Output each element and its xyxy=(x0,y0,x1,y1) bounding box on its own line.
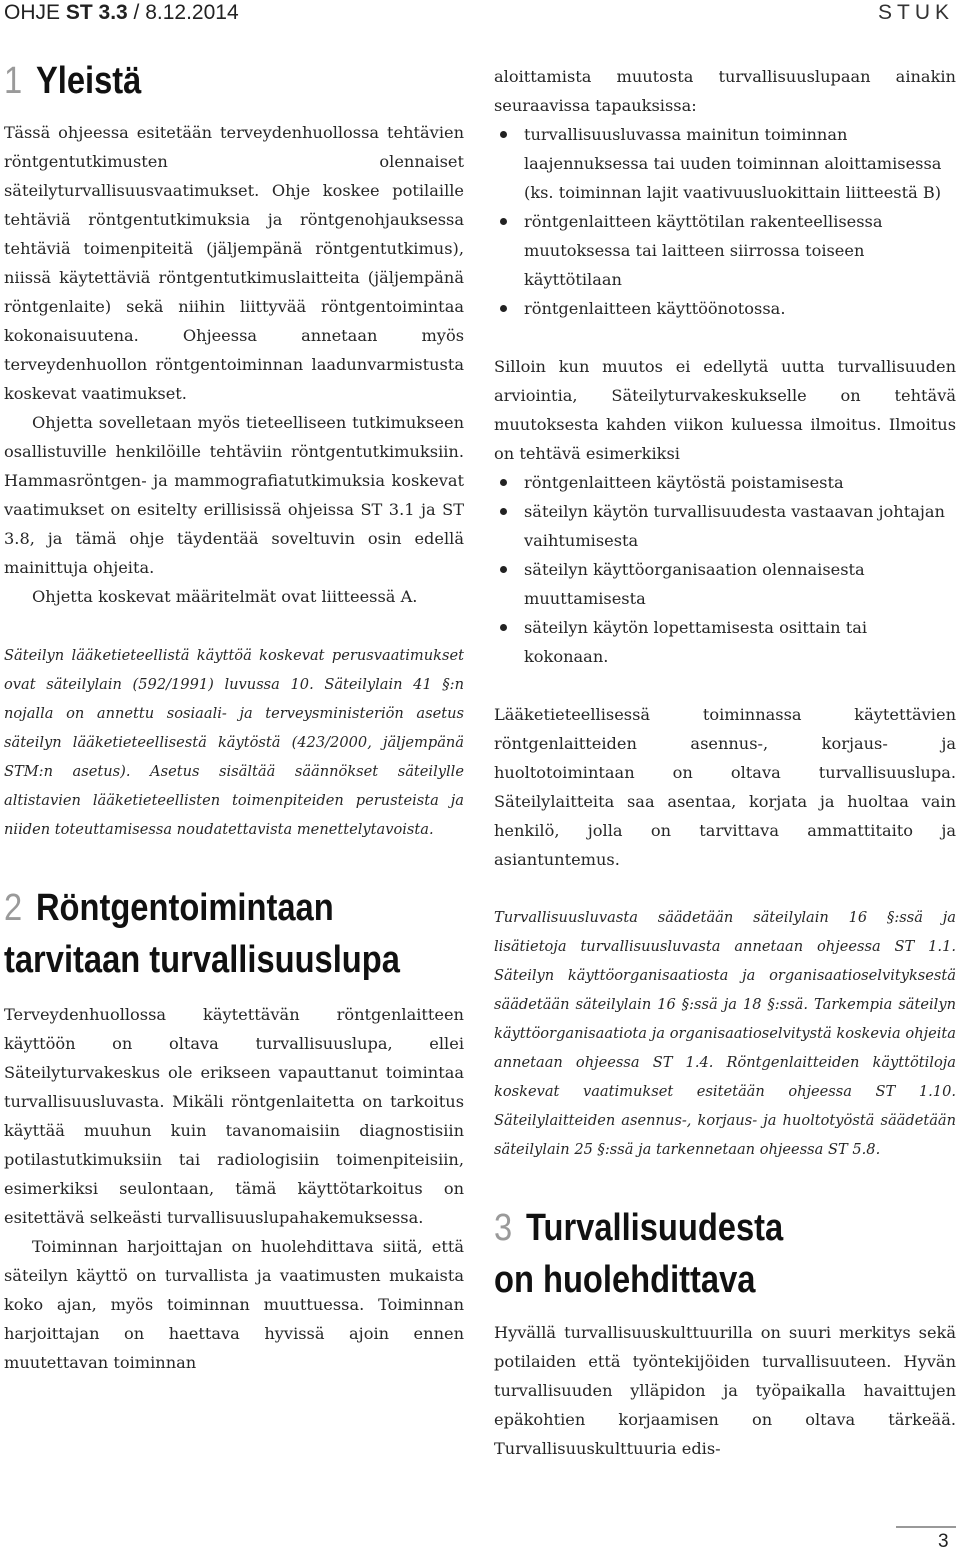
section-1-heading xyxy=(4,56,400,106)
section-1-title: Yleistä xyxy=(35,60,142,102)
section-2-paragraph-5: Lääketieteellisessä toiminnassa käytettävien röntgenlaitteiden asennus-, korjaus- ja huoltotoimintaan on oltava turvallisuuslupa. Säteilylaitteita saa asentaa, korjata ja huoltaa vain henkilö, jolla on tarvittava ammattitaito ja asiantuntemus. xyxy=(494,705,956,869)
page-number: 3 xyxy=(938,1531,949,1552)
document-id xyxy=(4,0,239,26)
section-1-paragraph-3: Ohjetta koskevat määritelmät ovat liitteessä A. xyxy=(32,587,418,606)
list-item: röntgenlaitteen käyttöönotossa. xyxy=(494,294,956,323)
section-3-paragraph-1: Hyvällä turvallisuuskulttuurilla on suuri merkitys sekä potilaiden että työntekijöiden turvallisuuteen. Hyvän turvallisuuden ylläpidon ja työpaikalla havaittujen epäkohtien korjaamisen on oltava tärkeää. Turvallisuuskulttuuria edis- xyxy=(494,1323,956,1458)
section-3-title-line-1: Turvallisuudesta xyxy=(525,1207,784,1249)
list-item: säteilyn käyttöorganisaation olennaisesta muuttamisesta xyxy=(494,555,956,613)
doc-code: ST 3.3 xyxy=(65,1,128,24)
section-1-number: 1 xyxy=(4,60,23,102)
section-2-paragraph-2: Toiminnan harjoittajan on huolehdittava siitä, että säteilyn käyttö on turvallista ja vaatimusten mukaista koko ajan, myös toiminnan muuttuessa. Toiminnan harjoittajan on haettava hyvissä ajoin ennen muutettavan toiminnan xyxy=(4,1237,464,1372)
section-1-paragraph-2: Ohjetta sovelletaan myös tieteelliseen tutkimukseen osallistuville henkilöille tehtäviin röntgentutkimuksiin. Hammasröntgen- ja mammografiatutkimuksia koskevat vaatimukset on esitelty erillisissä ohjeissa ST 3.1 ja ST 3.8, ja tämä ohje täydentää soveltuvin osin edellä mainittuja ohjeita. xyxy=(4,413,464,577)
list-item: säteilyn käytön turvallisuudesta vastaavan johtajan vaihtumisesta xyxy=(494,497,956,555)
section-2-title-line-1: Röntgentoimintaan xyxy=(35,887,334,929)
list-item: turvallisuusluvassa mainitun toiminnan laajennuksessa tai uuden toiminnan aloittamisessa (ks. toiminnan lajit vaativuusluokittain liitteestä B) xyxy=(494,120,956,207)
notification-cases-list xyxy=(494,468,956,671)
section-1-legal-note: Säteilyn lääketieteellistä käyttöä koskevat perusvaatimukset ovat säteilylain (592/1991) luvussa 10. Säteilylain 41 §:n nojalla on annettu sosiaali- ja terveysministeriön asetus säteilyn lääketieteellisestä käytöstä (423/2000, jäljempänä STM:n asetus). Asetus sisältää säännökset säteilylle altistavien lääketieteellisten toimenpiteiden perusteista ja niiden toteuttamisessa noudatettavista menettelytavoista. xyxy=(4,647,464,838)
doc-prefix: OHJE xyxy=(4,1,66,24)
section-2-heading xyxy=(4,882,400,986)
change-cases-list xyxy=(494,120,956,323)
list-item: säteilyn käytön lopettamisesta osittain tai kokonaan. xyxy=(494,613,956,671)
section-2-legal-note: Turvallisuusluvasta säädetään säteilylain 16 §:ssä ja lisätietoja turvallisuusluvasta annetaan ohjeessa ST 1.1. Säteilyn käyttöorganisaatiosta ja organisaatioselvityksestä säädetään säteilylain 16 §:ssä ja 18 §:ssä. Tarkempia säteilyn käyttöorganisaatiota ja organisaatioselvitystä koskevia ohjeita annetaan ohjeessa ST 1.4. Röntgenlaitteiden käyttötiloja koskevat vaatimukset esitetään ohjeessa ST 1.10. Säteilylaitteiden asennus-, korjaus- ja huoltotyöstä säädetään säteilylain 25 §:ssä ja tarkennetaan ohjeessa ST 5.8. xyxy=(494,909,956,1158)
section-3-number: 3 xyxy=(494,1207,513,1249)
left-column xyxy=(4,56,464,1377)
list-item: röntgenlaitteen käytöstä poistamisesta xyxy=(494,468,956,497)
section-1-paragraph-1: Tässä ohjeessa esitetään terveydenhuollossa tehtävien röntgentutkimusten olennaiset säteilyturvallisuusvaatimukset. Ohje koskee potilaille tehtäviä röntgentutkimuksia ja röntgenohjauksessa tehtäviä toimenpiteitä (jäljempänä röntgentutkimus), niissä käytettäviä röntgentutkimuslaitteita (jäljempänä röntgenlaite) sekä niihin liittyvää röntgentoimintaa kokonaisuutena. Ohjeessa annetaan myös terveydenhuollon röntgentoiminnan laadunvarmistusta koskevat vaatimukset. xyxy=(4,123,464,403)
section-3-title-line-2: on huolehdittava xyxy=(494,1259,756,1301)
section-3-heading xyxy=(494,1202,891,1306)
page-number-rule xyxy=(896,1526,956,1528)
org-name: STUK xyxy=(877,1,954,24)
list-item: röntgenlaitteen käyttötilan rakenteellisessa muutoksessa tai laitteen siirrossa toiseen käyttötilaan xyxy=(494,207,956,294)
right-column xyxy=(494,62,956,1463)
page-header xyxy=(0,0,960,30)
section-2-number: 2 xyxy=(4,887,23,929)
doc-date: / 8.12.2014 xyxy=(127,1,239,24)
section-2-title-line-2: tarvitaan turvallisuuslupa xyxy=(4,939,400,981)
section-2-paragraph-1: Terveydenhuollossa käytettävän röntgenlaitteen käyttöön on oltava turvallisuuslupa, ellei Säteilyturvakeskus ole erikseen vapauttanut toimintaa turvallisuusluvasta. Mikäli röntgenlaitetta on tarkoitus käyttää muuhun kuin tavanomaisiin diagnostisiin potilastutkimuksiin tai radiologisiin toimenpiteisiin, esimerkiksi seulontaan, tämä käyttötarkoitus on esitettävä selkeästi turvallisuuslupahakemuksessa. xyxy=(4,1005,464,1227)
section-2-paragraph-3: aloittamista muutosta turvallisuuslupaan ainakin seuraavissa tapauksissa: xyxy=(494,67,956,115)
section-2-paragraph-4: Silloin kun muutos ei edellytä uutta turvallisuuden arviointia, Säteilyturvakeskukselle on tehtävä muutoksesta kahden viikon kuluessa ilmoitus. Ilmoitus on tehtävä esimerkiksi xyxy=(494,357,956,463)
